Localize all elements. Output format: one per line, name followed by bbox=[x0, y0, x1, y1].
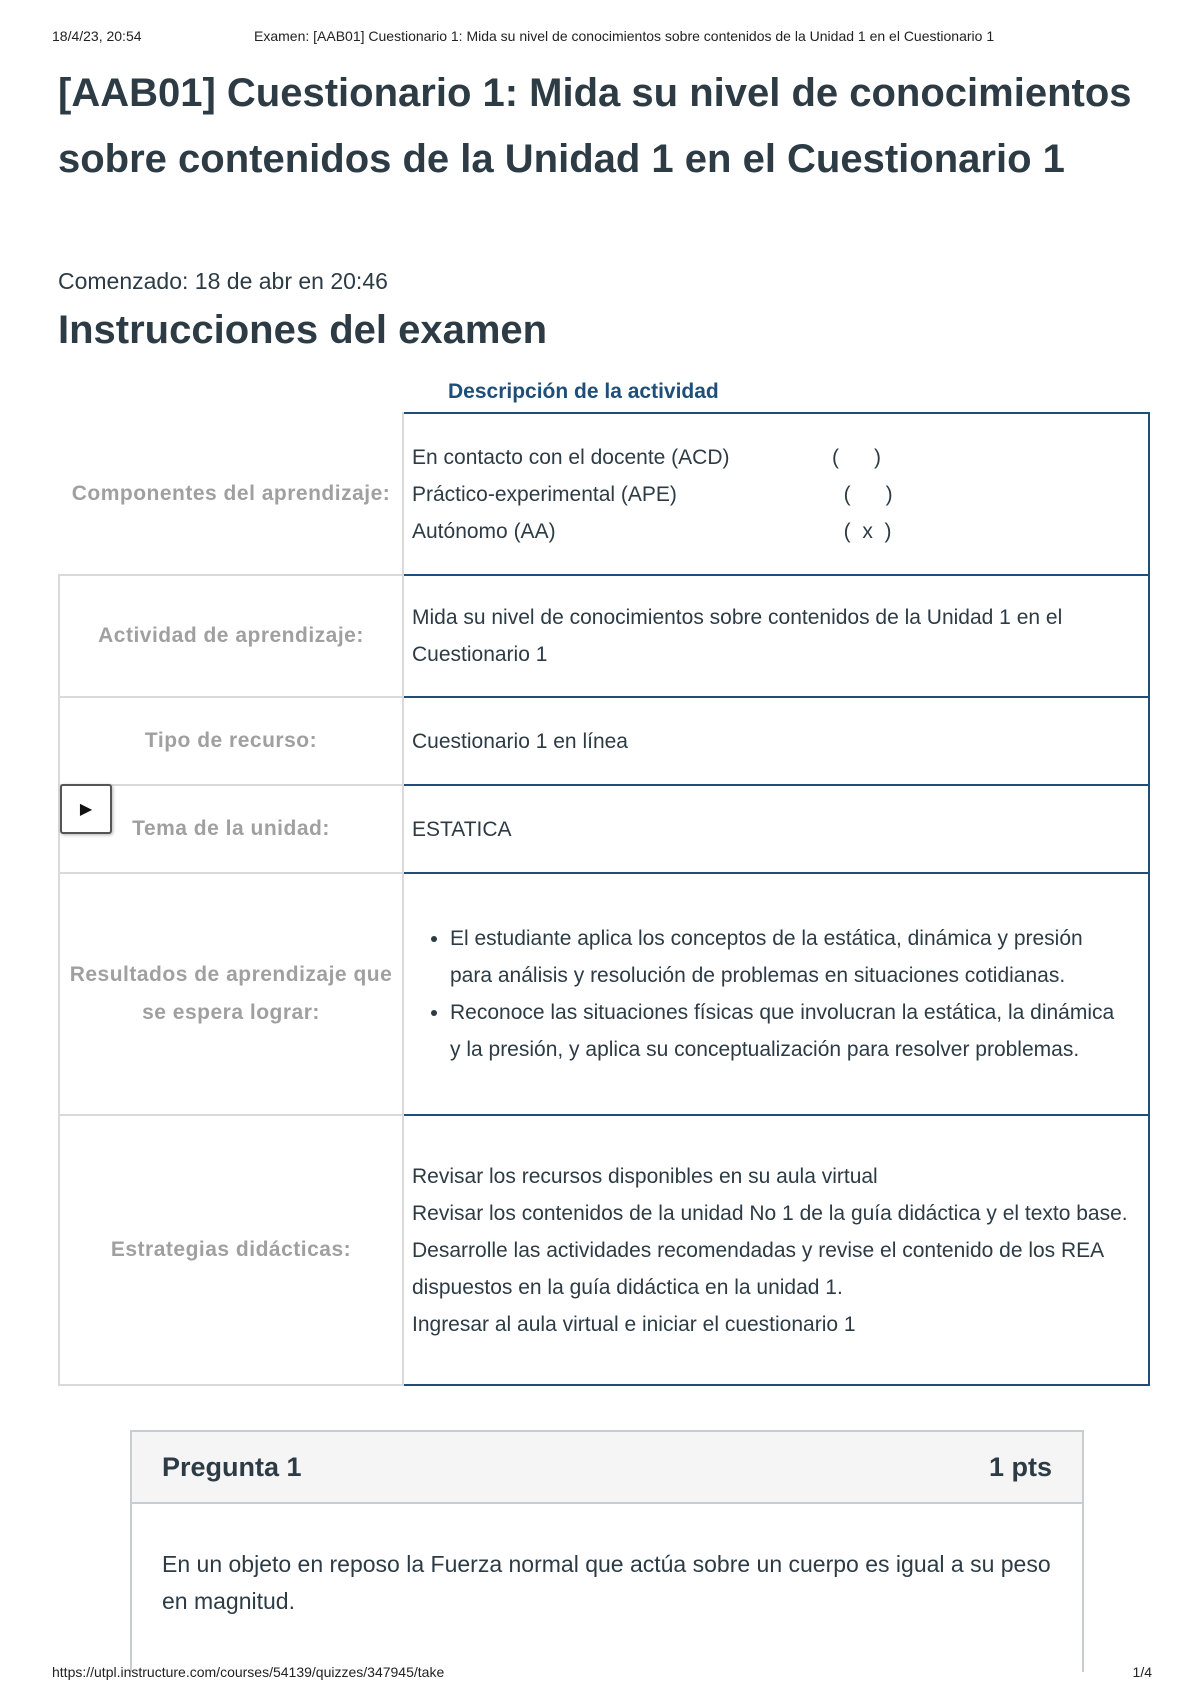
activity-table-caption: Descripción de la actividad bbox=[448, 380, 719, 403]
question-title: Pregunta 1 bbox=[162, 1451, 302, 1482]
print-page-number: 1/4 bbox=[1132, 1664, 1152, 1680]
component-mark: ( ) bbox=[832, 482, 893, 506]
resource-type-value: Cuestionario 1 en línea bbox=[403, 697, 1149, 785]
strategy-line: Desarrolle las actividades recomendadas y revise el contenido de los REA dispuestos en la guía didáctica en la unidad 1. bbox=[412, 1238, 1104, 1299]
strategy-line: Revisar los recursos disponibles en su aula virtual bbox=[412, 1164, 878, 1188]
play-button[interactable] bbox=[60, 784, 112, 834]
components-value bbox=[403, 413, 1149, 575]
unit-topic-label: Tema de la unidad: bbox=[59, 785, 403, 873]
strategies-value bbox=[403, 1115, 1149, 1385]
table-row bbox=[59, 697, 1149, 785]
table-row bbox=[59, 785, 1149, 873]
unit-topic-value: ESTATICA bbox=[403, 785, 1149, 873]
outcomes-value bbox=[403, 873, 1149, 1115]
instructions-heading: Instrucciones del examen bbox=[58, 308, 548, 352]
print-document-title: Examen: [AAB01] Cuestionario 1: Mida su nivel de conocimientos sobre contenidos de la Unidad 1 en el Cuestionario 1 bbox=[254, 28, 995, 44]
resource-type-label: Tipo de recurso: bbox=[59, 697, 403, 785]
print-header bbox=[52, 28, 1160, 44]
started-timestamp: Comenzado: 18 de abr en 20:46 bbox=[58, 268, 388, 294]
component-name: Práctico-experimental (APE) bbox=[412, 482, 677, 506]
component-item bbox=[412, 476, 1128, 513]
component-mark: ( x ) bbox=[832, 519, 892, 543]
activity-description-table bbox=[58, 412, 1150, 1386]
table-row bbox=[59, 873, 1149, 1115]
outcomes-list bbox=[412, 920, 1128, 1068]
question-card bbox=[130, 1430, 1084, 1672]
list-item: • Reconoce las situaciones físicas que involucran la estática, la dinámica y la presión, y aplica su conceptualización para resolver problemas. bbox=[450, 994, 1128, 1068]
activity-label: Actividad de aprendizaje: bbox=[59, 575, 403, 697]
play-icon: ▶ bbox=[79, 801, 93, 818]
component-name: Autónomo (AA) bbox=[412, 519, 556, 543]
component-mark: ( ) bbox=[832, 445, 881, 469]
print-footer bbox=[52, 1664, 1152, 1680]
component-name: En contacto con el docente (ACD) bbox=[412, 445, 730, 469]
strategies-label: Estrategias didácticas: bbox=[59, 1115, 403, 1385]
components-label: Componentes del aprendizaje: bbox=[59, 413, 403, 575]
component-item bbox=[412, 439, 1128, 476]
strategy-line: Ingresar al aula virtual e iniciar el cuestionario 1 bbox=[412, 1312, 856, 1336]
table-row bbox=[59, 413, 1149, 575]
list-item: • El estudiante aplica los conceptos de la estática, dinámica y presión para análisis y resolución de problemas en situaciones cotidianas. bbox=[450, 920, 1128, 994]
print-url: https://utpl.instructure.com/courses/54139/quizzes/347945/take bbox=[52, 1664, 445, 1680]
strategy-line: Revisar los contenidos de la unidad No 1 de la guía didáctica y el texto base. bbox=[412, 1201, 1128, 1225]
question-points: 1 pts bbox=[988, 1451, 1052, 1482]
question-text: En un objeto en reposo la Fuerza normal que actúa sobre un cuerpo es igual a su peso en magnitud. bbox=[162, 1551, 1051, 1614]
table-row bbox=[59, 1115, 1149, 1385]
question-header bbox=[132, 1432, 1082, 1504]
table-row bbox=[59, 575, 1149, 697]
print-datetime: 18/4/23, 20:54 bbox=[52, 28, 142, 44]
component-item bbox=[412, 513, 1128, 550]
page-title: [AAB01] Cuestionario 1: Mida su nivel de conocimientos sobre contenidos de la Unidad 1 en el Cuestionario 1 bbox=[58, 71, 1132, 181]
outcomes-label: Resultados de aprendizaje que se espera lograr: bbox=[59, 873, 403, 1115]
activity-value: Mida su nivel de conocimientos sobre contenidos de la Unidad 1 en el Cuestionario 1 bbox=[403, 575, 1149, 697]
